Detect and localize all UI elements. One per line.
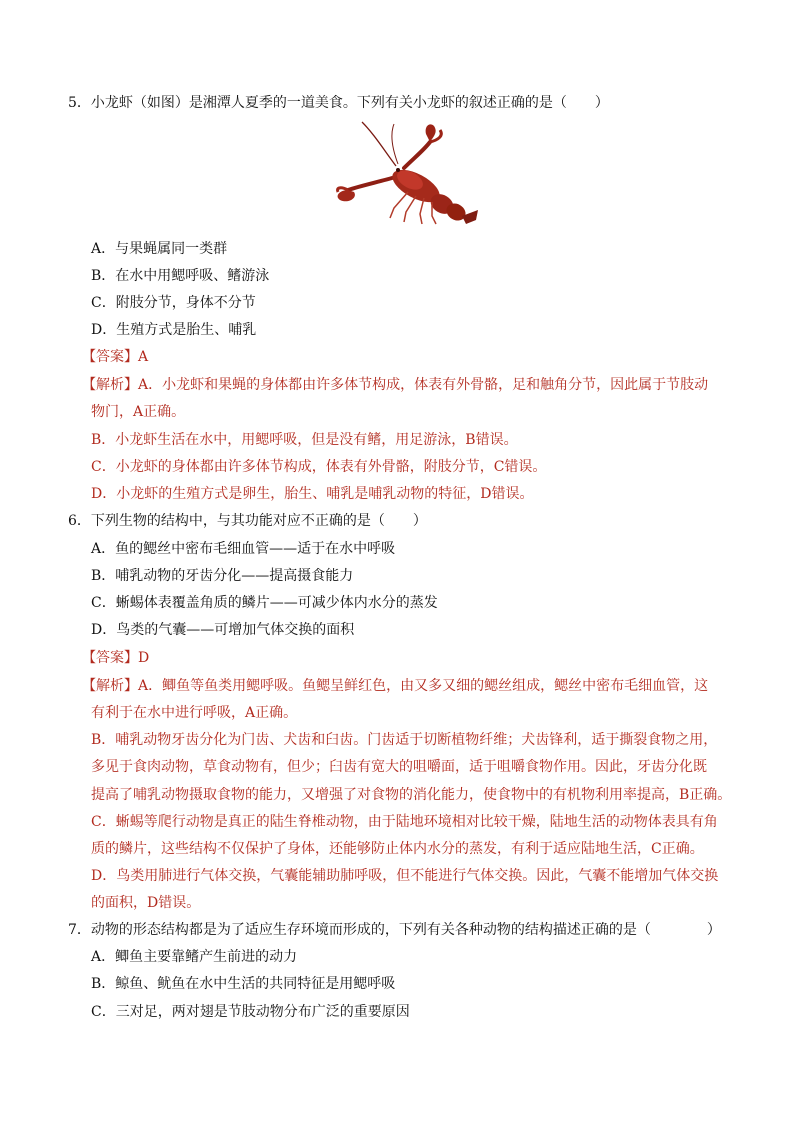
q6-analysis-line: B．哺乳动物牙齿分化为门齿、犬齿和臼齿。门齿适于切断植物纤维；犬齿锋利，适于撕裂食物之用，: [91, 732, 718, 748]
q6-answer: 【答案】D: [82, 650, 150, 666]
question-7-stem: 7．动物的形态结构都是为了适应生存环境而形成的，下列有关各种动物的结构描述正确的是（ ）: [68, 922, 721, 938]
q5-analysis-line: B．小龙虾生活在水中，用鳃呼吸，但是没有鳍，用足游泳，B错误。: [91, 432, 518, 448]
q6-option-b: B．哺乳动物的牙齿分化——提高摄食能力: [91, 568, 354, 584]
q7-option-a: A．鲫鱼主要靠鳍产生前进的动力: [91, 949, 298, 965]
q5-answer: 【答案】A: [82, 349, 149, 365]
q5-analysis-line: C．小龙虾的身体都由许多体节构成，体表有外骨骼，附肢分节，C错误。: [91, 459, 547, 475]
crayfish-image: [334, 120, 480, 225]
q6-analysis-line: 提高了哺乳动物摄取食物的能力，又增强了对食物的消化能力，使食物中的有机物利用率提高，B正确。: [91, 787, 732, 803]
q6-option-d: D．鸟类的气囊——可增加气体交换的面积: [91, 622, 355, 638]
question-6-stem: 6．下列生物的结构中，与其功能对应不正确的是（ ）: [68, 513, 427, 529]
q6-option-c: C．蜥蜴体表覆盖角质的鳞片——可减少体内水分的蒸发: [91, 595, 438, 611]
q7-option-c: C．三对足，两对翅是节肢动物分布广泛的重要原因: [91, 1004, 410, 1020]
q6-analysis-line: D．鸟类用肺进行气体交换，气囊能辅助肺呼吸，但不能进行气体交换。因此，气囊不能增加气体交换: [91, 868, 719, 884]
q5-analysis-line: D．小龙虾的生殖方式是卵生，胎生、哺乳是哺乳动物的特征，D错误。: [91, 486, 534, 502]
q6-option-a: A．鱼的鳃丝中密布毛细血管——适于在水中呼吸: [91, 541, 396, 557]
q5-option-a: A．与果蝇属同一类群: [91, 241, 228, 257]
q6-analysis-line: 多见于食肉动物，草食动物有，但少；臼齿有宽大的咀嚼面，适于咀嚼食物作用。因此，牙齿分化既: [91, 759, 707, 775]
q5-option-b: B．在水中用鳃呼吸、鳍游泳: [91, 268, 270, 284]
q6-analysis-line: 有利于在水中进行呼吸，A正确。: [91, 705, 298, 721]
q6-analysis-line: 质的鳞片，这些结构不仅保护了身体，还能够防止体内水分的蒸发，有利于适应陆地生活，C正确。: [91, 841, 704, 857]
q5-analysis-line: 物门，A正确。: [91, 404, 186, 420]
question-5-stem: 5．小龙虾（如图）是湘潭人夏季的一道美食。下列有关小龙虾的叙述正确的是（ ）: [68, 95, 609, 111]
q6-analysis-line: 【解析】A．鲫鱼等鱼类用鳃呼吸。鱼鳃呈鲜红色，由又多又细的鳃丝组成，鳃丝中密布毛细血管，这: [82, 678, 709, 694]
q5-analysis-line: 【解析】A．小龙虾和果蝇的身体都由许多体节构成，体表有外骨骼，足和触角分节，因此属于节肢动: [82, 377, 709, 393]
q7-option-b: B．鲸鱼、鱿鱼在水中生活的共同特征是用鳃呼吸: [91, 976, 396, 992]
q6-analysis-line: C．蜥蜴等爬行动物是真正的陆生脊椎动物，由于陆地环境相对比较干燥，陆地生活的动物体表具有角: [91, 814, 718, 830]
q5-option-c: C．附肢分节，身体不分节: [91, 295, 256, 311]
q5-option-d: D．生殖方式是胎生、哺乳: [91, 322, 257, 338]
q6-analysis-line: 的面积，D错误。: [91, 895, 201, 911]
